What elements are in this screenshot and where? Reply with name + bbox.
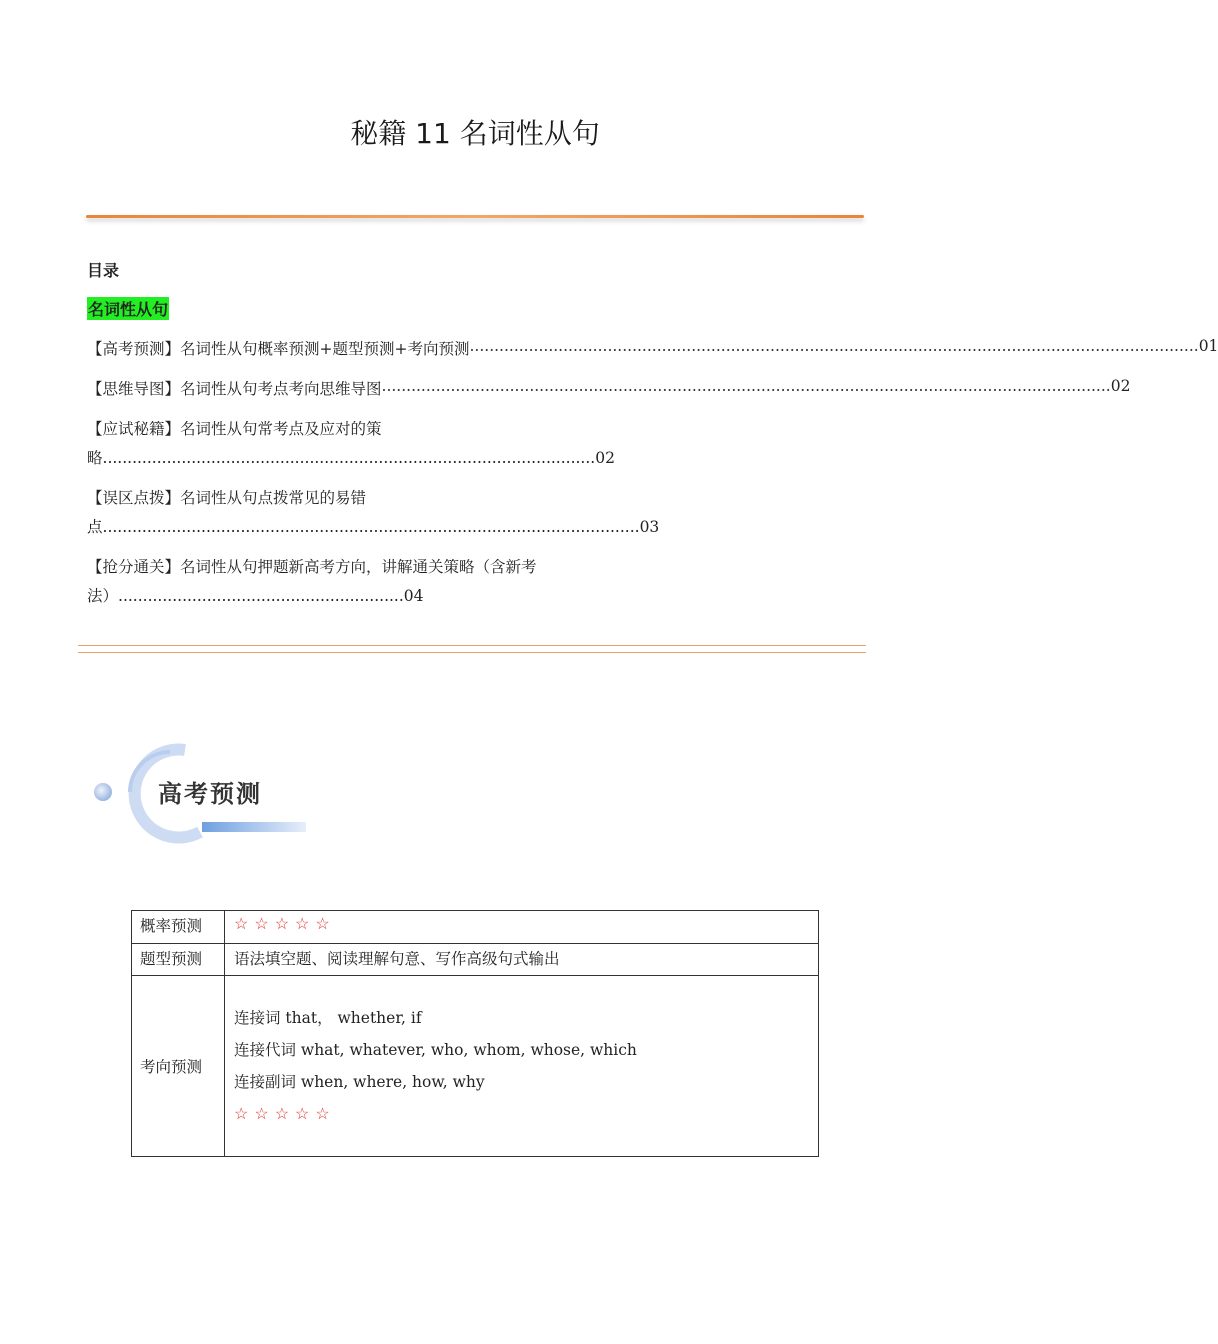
star-rating-icon: ☆☆☆☆☆	[234, 914, 336, 933]
toc-entry-continuation: 法）..........................................................04	[87, 587, 424, 605]
row-label: 题型预测	[132, 944, 225, 976]
prediction-table	[131, 910, 819, 1157]
star-rating-icon: ☆☆☆☆☆	[234, 1104, 336, 1123]
toc-entry-page: 04	[403, 587, 424, 605]
connective-words: 连接词 that， whether, if	[234, 1009, 422, 1027]
probability-rating	[225, 911, 819, 944]
toc-leader-dots: ....................................................................................................................................................	[381, 377, 1111, 395]
toc-subheading: 名词性从句	[87, 297, 169, 320]
connective-adverbs: 连接副词 when, where, how, why	[234, 1073, 485, 1091]
toc-entry-page: 02	[595, 449, 615, 467]
banner-dot	[94, 783, 112, 801]
banner-bar	[202, 822, 306, 832]
toc-entry-text: 【应试秘籍】名词性从句常考点及应对的策	[87, 420, 382, 438]
toc-leader-dots: .............................................................................................................	[102, 518, 640, 536]
toc-entry-text: 【思维导图】名词性从句考点考向思维导图	[87, 380, 382, 398]
question-types: 语法填空题、阅读理解句意、写作高级句式输出	[225, 944, 819, 976]
toc-entry-page: 01	[1198, 337, 1218, 355]
toc-entry-mindmap[interactable]	[87, 377, 1131, 399]
toc-entry-continuation: 点.............................................................................................................03	[87, 518, 660, 536]
row-label: 考向预测	[132, 976, 225, 1157]
toc-entry-text: 【误区点拨】名词性从句点拨常见的易错	[87, 489, 367, 507]
direction-details	[225, 976, 819, 1157]
toc-leader-dots: ....................................................................................................................................................	[469, 337, 1199, 355]
row-label: 概率预测	[132, 911, 225, 944]
section-banner-title: 高考预测	[158, 780, 262, 808]
divider-line-lower	[78, 652, 866, 653]
table-row	[132, 911, 819, 944]
connective-pronouns: 连接代词 what, whatever, who, whom, whose, which	[234, 1041, 637, 1059]
toc-heading: 目录	[87, 261, 120, 280]
toc-entry-forecast[interactable]	[87, 337, 1218, 359]
toc-entry-text: 【高考预测】名词性从句概率预测+题型预测+考向预测	[87, 340, 470, 358]
toc-entry-text: 【抢分通关】名词性从句押题新高考方向，讲解通关策略（含新考	[87, 558, 537, 576]
divider-line-upper	[78, 645, 866, 646]
toc-entry-page: 02	[1110, 377, 1131, 395]
toc-entry-continuation: 略....................................................................................................02	[87, 449, 615, 467]
toc-leader-dots: ..........................................................	[118, 587, 404, 605]
table-row	[132, 976, 819, 1157]
table-row	[132, 944, 819, 976]
toc-leader-dots: ....................................................................................................	[102, 449, 596, 467]
document-title: 秘籍 11 名词性从句	[350, 117, 600, 150]
top-divider	[86, 215, 864, 218]
toc-entry-page: 03	[639, 518, 660, 536]
